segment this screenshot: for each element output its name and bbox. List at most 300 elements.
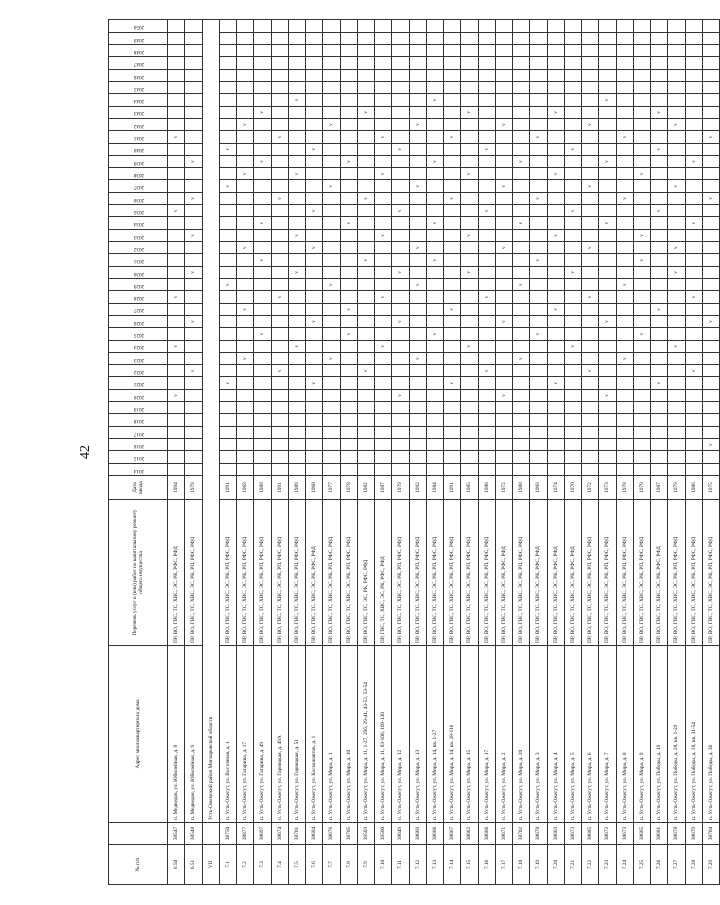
year-cell-2023	[702, 352, 719, 364]
year-cell-2041	[288, 131, 305, 143]
year-cell-2037	[702, 180, 719, 192]
year-cell-2031	[616, 254, 633, 266]
table-row	[288, 20, 305, 885]
year-cell-2026	[599, 315, 616, 327]
year-cell-2019	[444, 402, 461, 414]
check-mark: v	[190, 197, 197, 200]
year-cell-2041	[254, 131, 271, 143]
year-cell-2050	[651, 20, 668, 32]
row-number: 7.1	[219, 845, 236, 885]
year-cell-2021	[444, 377, 461, 389]
year-cell-2037	[616, 180, 633, 192]
year-cell-2022	[271, 365, 288, 377]
year-cell-2043	[271, 106, 288, 118]
year-cell-2017	[409, 426, 426, 438]
row-year-built: 1973	[599, 476, 616, 500]
year-cell-2041	[616, 131, 633, 143]
year-cell-2030	[633, 266, 650, 278]
year-cell-2030	[168, 266, 185, 278]
check-mark: v	[604, 394, 611, 397]
year-cell-2016	[375, 439, 392, 451]
year-cell-2025	[495, 328, 512, 340]
year-cell-2036	[168, 192, 185, 204]
year-cell-2017	[426, 426, 443, 438]
check-mark: v	[414, 357, 421, 360]
year-cell-2043	[547, 106, 564, 118]
year-cell-2048	[254, 45, 271, 57]
check-mark: v	[397, 320, 404, 323]
year-cell-2043	[409, 106, 426, 118]
year-cell-2026	[168, 315, 185, 327]
row-address: п. Усть-Ожегут, ул. Мира, д. 9	[633, 646, 650, 823]
year-cell-2016	[237, 439, 254, 451]
year-cell-2021	[702, 377, 719, 389]
year-cell-2040	[444, 143, 461, 155]
year-cell-2040	[478, 143, 495, 155]
year-cell-2032	[254, 242, 271, 254]
year-cell-2016	[530, 439, 547, 451]
year-cell-2024	[375, 340, 392, 352]
year-cell-2015	[271, 451, 288, 463]
year-cell-2025	[530, 328, 547, 340]
table-row	[306, 20, 323, 885]
row-year-built: 1978	[340, 476, 357, 500]
year-cell-2043	[668, 106, 685, 118]
year-cell-2047	[237, 57, 254, 69]
check-mark: v	[397, 271, 404, 274]
year-cell-2030	[495, 266, 512, 278]
year-cell-2015	[702, 451, 719, 463]
year-cell-2037	[409, 180, 426, 192]
row-house-id: 38678	[668, 823, 685, 845]
row-house-id: 38701	[288, 823, 305, 845]
table-row	[513, 20, 530, 885]
year-cell-2032	[426, 242, 443, 254]
year-cell-2048	[530, 45, 547, 57]
year-cell-2015	[185, 451, 202, 463]
year-cell-2024	[702, 340, 719, 352]
year-cell-2038	[702, 168, 719, 180]
row-number: 7.15	[461, 845, 478, 885]
year-cell-2030	[564, 266, 581, 278]
year-cell-2044	[616, 94, 633, 106]
year-cell-2035	[168, 205, 185, 217]
row-year-built: 1974	[547, 476, 564, 500]
year-cell-2033	[685, 229, 702, 241]
year-cell-2030	[237, 266, 254, 278]
year-cell-2021	[254, 377, 271, 389]
year-cell-2049	[478, 32, 495, 44]
year-cell-2042	[444, 118, 461, 130]
check-mark: v	[380, 344, 387, 348]
year-cell-2033	[254, 229, 271, 241]
year-cell-2026	[564, 315, 581, 327]
row-number: 7.28	[685, 845, 702, 885]
year-cell-2034	[530, 217, 547, 229]
year-cell-2038	[219, 168, 236, 180]
year-cell-2024	[185, 340, 202, 352]
year-cell-2028	[271, 291, 288, 303]
year-cell-2036	[219, 192, 236, 204]
year-cell-2048	[185, 45, 202, 57]
year-cell-2040	[375, 143, 392, 155]
year-cell-2033	[513, 229, 530, 241]
header-year-label: 2035	[133, 208, 144, 215]
year-cell-2038	[168, 168, 185, 180]
year-cell-2033	[461, 229, 478, 241]
year-cell-2026	[547, 315, 564, 327]
year-cell-2045	[702, 82, 719, 94]
row-address: п. Усть-Ожегут, ул. Горняцкая, д. 51	[288, 646, 305, 823]
year-cell-2039	[495, 155, 512, 167]
year-cell-2044	[478, 94, 495, 106]
year-cell-2028	[392, 291, 409, 303]
year-cell-2050	[168, 20, 185, 32]
table-row	[444, 20, 461, 885]
header-year-2029	[109, 279, 168, 291]
year-cell-2045	[306, 82, 323, 94]
row-year-built: 1978	[616, 476, 633, 500]
year-cell-2021	[168, 377, 185, 389]
year-cell-2049	[461, 32, 478, 44]
year-cell-2033	[564, 229, 581, 241]
year-cell-2031	[668, 254, 685, 266]
year-cell-2045	[185, 82, 202, 94]
year-cell-2014	[530, 463, 547, 475]
check-mark: v	[173, 394, 180, 397]
header-year-label: 2020	[133, 393, 144, 400]
capital-repair-table	[108, 19, 720, 885]
year-cell-2029	[478, 279, 495, 291]
row-year-built: 1979	[185, 476, 202, 500]
year-cell-2029	[409, 279, 426, 291]
rotated-sheet	[108, 20, 714, 885]
year-cell-2018	[288, 414, 305, 426]
year-cell-2050	[616, 20, 633, 32]
year-cell-2041	[323, 131, 340, 143]
year-cell-2022	[513, 365, 530, 377]
check-mark: v	[259, 160, 266, 163]
year-cell-2048	[392, 45, 409, 57]
year-cell-2018	[702, 414, 719, 426]
year-cell-2016	[426, 439, 443, 451]
year-cell-2024	[426, 340, 443, 352]
year-cell-2032	[685, 242, 702, 254]
year-cell-2047	[547, 57, 564, 69]
year-cell-2044	[237, 94, 254, 106]
year-cell-2019	[616, 402, 633, 414]
year-cell-2022	[616, 365, 633, 377]
row-services: ПР, ВО, ГВС, ТС, ХВС, ЭС, РК, РП, РФС, РФД	[444, 500, 461, 646]
year-cell-2042	[599, 118, 616, 130]
year-cell-2046	[564, 69, 581, 81]
year-cell-2050	[323, 20, 340, 32]
year-cell-2043	[254, 106, 271, 118]
year-cell-2049	[271, 32, 288, 44]
check-mark: v	[345, 307, 352, 311]
check-mark: v	[173, 295, 180, 299]
year-cell-2028	[633, 291, 650, 303]
year-cell-2037	[685, 180, 702, 192]
year-cell-2030	[599, 266, 616, 278]
year-cell-2037	[254, 180, 271, 192]
year-cell-2039	[702, 155, 719, 167]
year-cell-2049	[495, 32, 512, 44]
check-mark: v	[449, 307, 456, 311]
check-mark: v	[293, 344, 300, 348]
header-year-2034	[109, 217, 168, 229]
year-cell-2024	[340, 340, 357, 352]
year-cell-2015	[375, 451, 392, 463]
year-cell-2026	[530, 315, 547, 327]
year-cell-2015	[306, 451, 323, 463]
year-cell-2030	[513, 266, 530, 278]
year-cell-2028	[168, 291, 185, 303]
year-cell-2047	[582, 57, 599, 69]
row-number: 7.3	[254, 845, 271, 885]
check-mark: v	[276, 369, 283, 373]
year-cell-2041	[461, 131, 478, 143]
year-cell-2043	[513, 106, 530, 118]
year-cell-2022	[426, 365, 443, 377]
year-cell-2037	[668, 180, 685, 192]
table-row	[582, 20, 599, 885]
year-cell-2015	[357, 451, 374, 463]
year-cell-2023	[599, 352, 616, 364]
year-cell-2026	[513, 315, 530, 327]
year-cell-2015	[478, 451, 495, 463]
year-cell-2024	[323, 340, 340, 352]
year-cell-2049	[599, 32, 616, 44]
year-cell-2042	[340, 118, 357, 130]
year-cell-2016	[288, 439, 305, 451]
row-number: 6.50	[168, 845, 185, 885]
year-cell-2032	[444, 242, 461, 254]
year-cell-2023	[288, 352, 305, 364]
year-cell-2027	[444, 303, 461, 315]
header-address: Адрес многоквартирного дома	[109, 646, 168, 823]
year-cell-2050	[340, 20, 357, 32]
year-cell-2031	[392, 254, 409, 266]
year-cell-2023	[271, 352, 288, 364]
check-mark: v	[569, 209, 576, 213]
row-house-id: 38750	[219, 823, 236, 845]
check-mark: v	[656, 307, 663, 311]
year-cell-2041	[495, 131, 512, 143]
year-cell-2021	[340, 377, 357, 389]
year-cell-2026	[444, 315, 461, 327]
year-cell-2018	[599, 414, 616, 426]
year-cell-2031	[409, 254, 426, 266]
year-cell-2040	[668, 143, 685, 155]
year-cell-2050	[426, 20, 443, 32]
year-cell-2046	[254, 69, 271, 81]
year-cell-2044	[375, 94, 392, 106]
year-cell-2043	[495, 106, 512, 118]
year-cell-2046	[530, 69, 547, 81]
year-cell-2034	[185, 217, 202, 229]
year-cell-2027	[564, 303, 581, 315]
year-cell-2040	[409, 143, 426, 155]
year-cell-2038	[633, 168, 650, 180]
year-cell-2033	[633, 229, 650, 241]
year-cell-2015	[340, 451, 357, 463]
year-cell-2050	[495, 20, 512, 32]
year-cell-2028	[599, 291, 616, 303]
row-year-built: 1977	[323, 476, 340, 500]
row-year-built: 1982	[357, 476, 374, 500]
year-cell-2042	[426, 118, 443, 130]
year-cell-2048	[582, 45, 599, 57]
year-cell-2017	[392, 426, 409, 438]
year-cell-2049	[668, 32, 685, 44]
year-cell-2029	[219, 279, 236, 291]
check-mark: v	[190, 271, 197, 274]
year-cell-2023	[478, 352, 495, 364]
year-cell-2028	[685, 291, 702, 303]
year-cell-2023	[323, 352, 340, 364]
year-cell-2026	[375, 315, 392, 327]
row-number: 7.11	[392, 845, 409, 885]
year-cell-2047	[375, 57, 392, 69]
check-mark: v	[587, 246, 594, 250]
year-cell-2048	[513, 45, 530, 57]
check-mark: v	[466, 172, 473, 176]
year-cell-2031	[702, 254, 719, 266]
year-cell-2027	[271, 303, 288, 315]
year-cell-2020	[237, 389, 254, 401]
year-cell-2046	[340, 69, 357, 81]
year-cell-2049	[564, 32, 581, 44]
check-mark: v	[552, 381, 559, 385]
check-mark: v	[173, 344, 180, 348]
table-row	[323, 20, 340, 885]
year-cell-2025	[651, 328, 668, 340]
check-mark: v	[449, 197, 456, 200]
year-cell-2041	[375, 131, 392, 143]
year-cell-2036	[444, 192, 461, 204]
year-cell-2017	[185, 426, 202, 438]
check-mark: v	[638, 332, 645, 336]
year-cell-2043	[426, 106, 443, 118]
year-cell-2049	[168, 32, 185, 44]
year-cell-2050	[582, 20, 599, 32]
year-cell-2050	[547, 20, 564, 32]
year-cell-2043	[564, 106, 581, 118]
year-cell-2045	[219, 82, 236, 94]
row-year-built: 1986	[685, 476, 702, 500]
year-cell-2032	[237, 242, 254, 254]
year-cell-2048	[271, 45, 288, 57]
header-year-label: 2029	[133, 282, 144, 289]
check-mark: v	[690, 295, 697, 299]
year-cell-2027	[219, 303, 236, 315]
year-cell-2034	[237, 217, 254, 229]
row-year-built: 1987	[651, 476, 668, 500]
year-cell-2020	[530, 389, 547, 401]
year-cell-2045	[375, 82, 392, 94]
row-address: п. Усть-Ожегут, ул. Победы, д. 36	[702, 646, 719, 823]
year-cell-2032	[323, 242, 340, 254]
row-address: п. Усть-Ожегут, ул. Мира, д. 11, 83-106, 109-130	[375, 646, 392, 823]
year-cell-2024	[530, 340, 547, 352]
year-cell-2014	[616, 463, 633, 475]
year-cell-2047	[254, 57, 271, 69]
header-year-2038	[109, 168, 168, 180]
check-mark: v	[224, 184, 231, 188]
year-cell-2042	[633, 118, 650, 130]
year-cell-2022	[323, 365, 340, 377]
year-cell-2050	[219, 20, 236, 32]
year-cell-2039	[547, 155, 564, 167]
check-mark: v	[656, 147, 663, 151]
year-cell-2014	[323, 463, 340, 475]
year-cell-2014	[651, 463, 668, 475]
year-cell-2019	[495, 402, 512, 414]
year-cell-2032	[513, 242, 530, 254]
year-cell-2021	[288, 377, 305, 389]
check-mark: v	[569, 147, 576, 151]
header-year-label: 2041	[133, 134, 144, 141]
row-year-built: 1969	[237, 476, 254, 500]
year-cell-2050	[702, 20, 719, 32]
year-cell-2017	[633, 426, 650, 438]
year-cell-2035	[461, 205, 478, 217]
year-cell-2040	[616, 143, 633, 155]
year-cell-2024	[582, 340, 599, 352]
header-year-2024	[109, 340, 168, 352]
year-cell-2029	[702, 279, 719, 291]
year-cell-2038	[599, 168, 616, 180]
header-year-label: 2050	[133, 24, 144, 31]
year-cell-2024	[288, 340, 305, 352]
year-cell-2022	[668, 365, 685, 377]
year-cell-2018	[513, 414, 530, 426]
year-cell-2016	[392, 439, 409, 451]
year-cell-2041	[409, 131, 426, 143]
year-cell-2017	[237, 426, 254, 438]
year-cell-2048	[616, 45, 633, 57]
year-cell-2036	[513, 192, 530, 204]
year-cell-2014	[461, 463, 478, 475]
check-mark: v	[638, 258, 645, 262]
year-cell-2021	[306, 377, 323, 389]
table-row	[599, 20, 616, 885]
header-year-2040	[109, 143, 168, 155]
year-cell-2047	[323, 57, 340, 69]
year-cell-2021	[633, 377, 650, 389]
check-mark: v	[242, 357, 249, 360]
year-cell-2035	[254, 205, 271, 217]
year-cell-2023	[495, 352, 512, 364]
year-cell-2015	[461, 451, 478, 463]
row-number: 7.19	[530, 845, 547, 885]
row-year-built: 1979	[633, 476, 650, 500]
year-cell-2023	[340, 352, 357, 364]
year-cell-2016	[357, 439, 374, 451]
year-cell-2041	[185, 131, 202, 143]
year-cell-2049	[288, 32, 305, 44]
year-cell-2043	[375, 106, 392, 118]
row-number: 7.7	[323, 845, 340, 885]
header-year-2019	[109, 402, 168, 414]
year-cell-2024	[547, 340, 564, 352]
year-cell-2044	[168, 94, 185, 106]
year-cell-2031	[168, 254, 185, 266]
year-cell-2019	[668, 402, 685, 414]
year-cell-2014	[392, 463, 409, 475]
year-cell-2032	[340, 242, 357, 254]
